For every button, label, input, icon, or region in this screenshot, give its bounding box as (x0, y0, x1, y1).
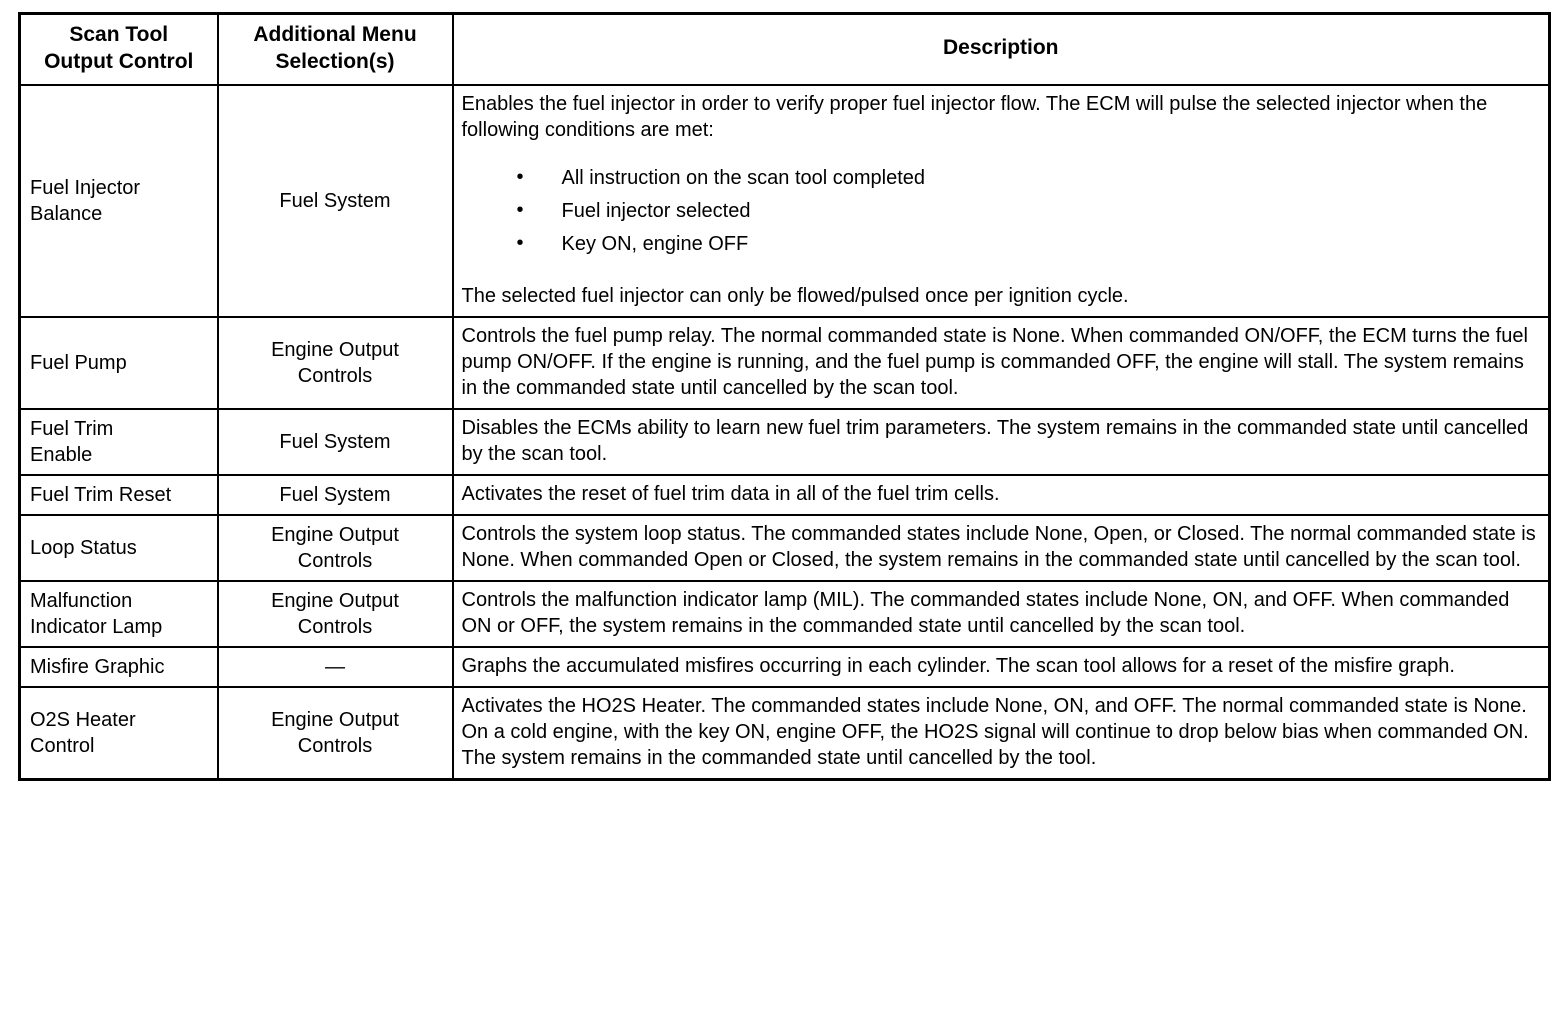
description-text: Activates the reset of fuel trim data in all of the fuel trim cells. (461, 482, 1000, 505)
row-menu-selection (218, 409, 453, 475)
control-name-line-2: Enable (30, 443, 93, 466)
row-control-name (20, 515, 218, 581)
row-control-name (20, 687, 218, 780)
menu-selection-line-1: Fuel System (279, 430, 391, 453)
scan-tool-output-control-table (18, 12, 1551, 781)
menu-selection-line-2: Controls (297, 549, 373, 572)
list-item: • All instruction on the scan tool completed (462, 165, 1539, 191)
description-bullet-list (462, 165, 1539, 257)
column-header-line-2: Output Control (44, 49, 194, 73)
row-description (453, 581, 1550, 647)
row-menu-selection (218, 647, 453, 687)
row-control-name (20, 475, 218, 515)
row-description (453, 687, 1550, 780)
control-name-line-1: O2S Heater (30, 708, 136, 731)
row-description (453, 475, 1550, 515)
row-menu-selection (218, 85, 453, 317)
menu-selection-line-1: Engine Output (271, 338, 399, 361)
menu-selection-line-1: Fuel System (279, 483, 391, 506)
menu-selection-line-1: Engine Output (271, 589, 399, 612)
row-menu-selection (218, 581, 453, 647)
control-name-line-2: Control (30, 734, 95, 757)
description-outro: The selected fuel injector can only be flowed/pulsed once per ignition cycle. (461, 284, 1129, 307)
control-name-line-2: Balance (30, 202, 103, 225)
menu-selection-line-1: Engine Output (271, 523, 399, 546)
row-menu-selection (218, 317, 453, 409)
menu-selection-line-2: Controls (297, 615, 373, 638)
row-control-name (20, 647, 218, 687)
column-header-additional-menu-selections (218, 14, 453, 85)
table-row (20, 317, 1550, 409)
row-menu-selection (218, 475, 453, 515)
description-text: Controls the fuel pump relay. The normal commanded state is None. When commanded ON/OFF, the ECM turns the fuel pump ON/OFF. If the engine is running, and the fuel pump is commanded OFF, the engine will stall. The system remains in the commanded state until cancelled by the scan tool. (461, 324, 1528, 399)
table-body (20, 85, 1550, 780)
control-name-line-1: Loop Status (30, 536, 137, 559)
table-row (20, 581, 1550, 647)
menu-selection-line-1: Fuel System (279, 189, 391, 212)
column-header-scan-tool-output-control (20, 14, 218, 85)
description-text: Controls the system loop status. The commanded states include None, Open, or Closed. The normal commanded state is None. When commanded Open or Closed, the system remains in the commanded state until cancelled by the scan tool. (461, 522, 1536, 571)
control-name-line-1: Fuel Pump (30, 351, 127, 374)
list-item: • Key ON, engine OFF (462, 231, 1539, 257)
control-name-line-1: Fuel Trim (30, 417, 114, 440)
table-header-row (20, 14, 1550, 85)
row-description (453, 85, 1550, 317)
column-header-line-2: Selection(s) (275, 49, 395, 73)
control-name-line-1: Fuel Injector (30, 176, 141, 199)
control-name-line-1: Fuel Trim Reset (30, 483, 172, 506)
control-name-line-2: Indicator Lamp (30, 615, 163, 638)
row-description (453, 515, 1550, 581)
row-description (453, 317, 1550, 409)
table-header (20, 14, 1550, 85)
description-text: Activates the HO2S Heater. The commanded states include None, ON, and OFF. The normal commanded state is None. On a cold engine, with the key ON, engine OFF, the HO2S signal will continue to drop below bias when commanded ON. The system remains in the commanded state until cancelled by the tool. (461, 694, 1529, 769)
row-menu-selection (218, 687, 453, 780)
column-header-line-1: Scan Tool (69, 23, 169, 46)
list-item: • Fuel injector selected (462, 198, 1539, 224)
table-row (20, 85, 1550, 317)
column-header-description: Description (453, 14, 1550, 85)
row-control-name (20, 317, 218, 409)
menu-selection-line-2: Controls (297, 364, 373, 387)
control-name-line-1: Misfire Graphic (30, 655, 165, 678)
description-text: Graphs the accumulated misfires occurring in each cylinder. The scan tool allows for a reset of the misfire graph. (461, 654, 1455, 677)
description-text: Controls the malfunction indicator lamp (MIL). The commanded states include None, ON, and OFF. When commanded ON or OFF, the system remains in the commanded state until cancelled by the scan tool. (461, 588, 1510, 637)
description-intro: Enables the fuel injector in order to verify proper fuel injector flow. The ECM will pulse the selected injector when the following conditions are met: (461, 92, 1488, 141)
row-menu-selection (218, 515, 453, 581)
table-row (20, 687, 1550, 780)
menu-selection-line-1: — (325, 655, 345, 678)
table-row (20, 409, 1550, 475)
row-control-name (20, 85, 218, 317)
description-text: Disables the ECMs ability to learn new fuel trim parameters. The system remains in the commanded state until cancelled by the scan tool. (461, 416, 1529, 465)
table-row (20, 647, 1550, 687)
menu-selection-line-2: Controls (297, 734, 373, 757)
row-description (453, 647, 1550, 687)
column-header-line-1: Additional Menu (253, 23, 417, 46)
table-row (20, 475, 1550, 515)
row-description (453, 409, 1550, 475)
control-name-line-1: Malfunction (30, 589, 133, 612)
row-control-name (20, 581, 218, 647)
menu-selection-line-1: Engine Output (271, 708, 399, 731)
table-row (20, 515, 1550, 581)
row-control-name (20, 409, 218, 475)
